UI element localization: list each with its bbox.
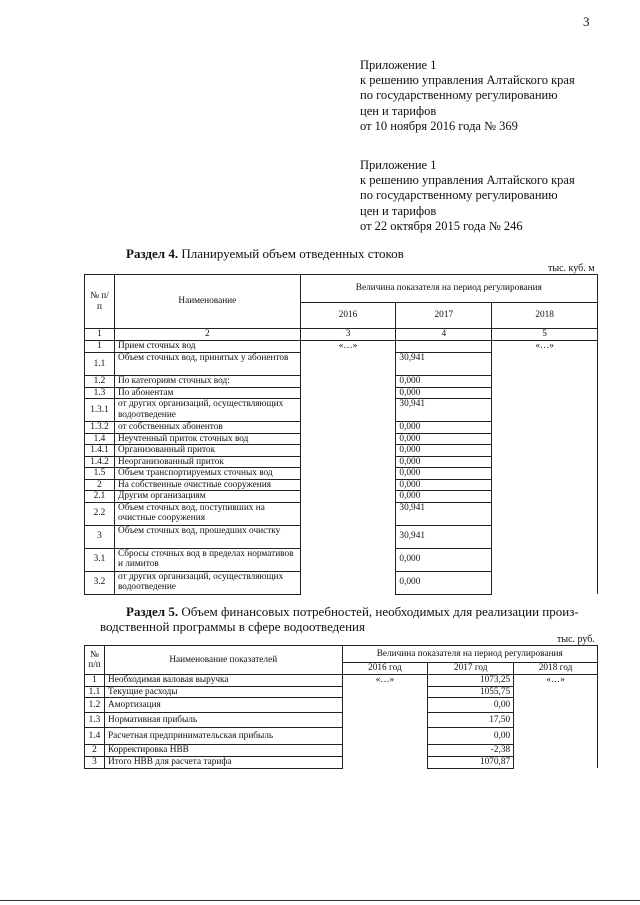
appendix-line: цен и тарифов bbox=[360, 103, 437, 118]
row-num: 1.4.2 bbox=[85, 456, 115, 468]
colnum: 2 bbox=[114, 329, 300, 341]
appendix-line: цен и тарифов bbox=[360, 203, 437, 218]
row-num: 1.1 bbox=[85, 353, 115, 376]
section4-label: Раздел 4. bbox=[126, 246, 179, 261]
row-num: 1.5 bbox=[85, 468, 115, 480]
row-name: Итого НВВ для расчета тарифа bbox=[104, 757, 342, 769]
row-name: от других организаций, осуществляющих водоотведение bbox=[114, 399, 300, 422]
header-year: 2018 bbox=[492, 303, 598, 329]
header-name: Наименование показателей bbox=[104, 646, 342, 675]
row-name: На собственные очистные сооружения bbox=[114, 479, 300, 491]
appendix-previous bbox=[360, 158, 575, 234]
row-name: Амортизация bbox=[104, 698, 342, 713]
header-num: № п/п bbox=[85, 275, 115, 329]
row-num: 2.2 bbox=[85, 502, 115, 525]
appendix-line: к решению управления Алтайского края bbox=[360, 73, 575, 88]
row-num: 3 bbox=[85, 757, 105, 769]
colnum: 4 bbox=[396, 329, 492, 341]
value-2017: 0,000 bbox=[396, 433, 492, 445]
value-2017: 30,941 bbox=[396, 353, 492, 376]
page-number: 3 bbox=[583, 14, 590, 29]
value-2017: 30,941 bbox=[396, 525, 492, 548]
row-name: Объем сточных вод, поступивших на очистные сооружения bbox=[114, 502, 300, 525]
value-2017: -2,38 bbox=[428, 745, 514, 757]
value-2017: 30,941 bbox=[396, 399, 492, 422]
appendix-line: к решению управления Алтайского края bbox=[360, 173, 575, 188]
row-name: Другим организациям bbox=[114, 491, 300, 503]
row-num: 1.1 bbox=[85, 686, 105, 698]
value-2016: «…» bbox=[342, 675, 428, 769]
colnum: 3 bbox=[300, 329, 396, 341]
row-num: 2 bbox=[85, 745, 105, 757]
row-num: 3 bbox=[85, 525, 115, 548]
value-2017: 0,00 bbox=[428, 698, 514, 713]
section4-heading bbox=[126, 246, 404, 262]
section5-title-line2: водственной программы в сфере водоотведения bbox=[100, 619, 365, 634]
row-num: 1.2 bbox=[85, 376, 115, 388]
section5-heading bbox=[100, 604, 592, 634]
header-period: Величина показателя на период регулирования bbox=[300, 275, 597, 303]
appendix-line: от 22 октября 2015 года № 246 bbox=[360, 218, 523, 233]
value-2017: 1055,75 bbox=[428, 686, 514, 698]
table-section4 bbox=[84, 274, 598, 595]
value-2016: «…» bbox=[300, 341, 396, 595]
header-year: 2016 год bbox=[342, 663, 428, 675]
value-2017: 0,000 bbox=[396, 387, 492, 399]
row-name: Объем сточных вод, принятых у абонентов bbox=[114, 353, 300, 376]
row-name: от собственных абонентов bbox=[114, 422, 300, 434]
appendix-current bbox=[360, 58, 575, 134]
row-num: 1.4 bbox=[85, 433, 115, 445]
value-2017: 0,000 bbox=[396, 445, 492, 457]
row-num: 1.3.1 bbox=[85, 399, 115, 422]
row-name: Неучтенный приток сточных вод bbox=[114, 433, 300, 445]
value-2017: 0,000 bbox=[396, 422, 492, 434]
value-2017 bbox=[396, 341, 492, 353]
value-2018: «…» bbox=[514, 675, 598, 769]
section4-units: тыс. куб. м bbox=[548, 263, 595, 274]
appendix-line: Приложение 1 bbox=[360, 158, 437, 172]
row-name: Нормативная прибыль bbox=[104, 713, 342, 728]
row-num: 3.1 bbox=[85, 548, 115, 571]
header-year: 2017 bbox=[396, 303, 492, 329]
row-num: 1.3 bbox=[85, 387, 115, 399]
row-name: Сбросы сточных вод в пределах нормативов и лимитов bbox=[114, 548, 300, 571]
header-year: 2017 год bbox=[428, 663, 514, 675]
appendix-line: от 10 ноября 2016 года № 369 bbox=[360, 118, 518, 133]
row-num: 1.4 bbox=[85, 728, 105, 745]
value-2017: 0,000 bbox=[396, 376, 492, 388]
value-2017: 0,000 bbox=[396, 548, 492, 571]
colnum: 5 bbox=[492, 329, 598, 341]
section5-title-line1: Объем финансовых потребностей, необходимых для реализации произ- bbox=[181, 604, 579, 619]
row-num: 1.2 bbox=[85, 698, 105, 713]
header-period: Величина показателя на период регулирования bbox=[342, 646, 597, 663]
row-num: 1 bbox=[85, 341, 115, 353]
value-2017: 1070,87 bbox=[428, 757, 514, 769]
row-name: Объем сточных вод, прошедших очистку bbox=[114, 525, 300, 548]
row-name: от других организаций, осуществляющих водоотведение bbox=[114, 571, 300, 594]
value-2017: 0,000 bbox=[396, 468, 492, 480]
scan-edge-line bbox=[0, 900, 640, 901]
header-year: 2016 bbox=[300, 303, 396, 329]
value-2017: 30,941 bbox=[396, 502, 492, 525]
row-num: 1 bbox=[85, 675, 105, 687]
row-num: 1.3 bbox=[85, 713, 105, 728]
header-name: Наименование bbox=[114, 275, 300, 329]
value-2017: 0,000 bbox=[396, 456, 492, 468]
row-name: Организованный приток bbox=[114, 445, 300, 457]
appendix-line: по государственному регулированию bbox=[360, 188, 558, 203]
appendix-line: Приложение 1 bbox=[360, 58, 437, 72]
row-name: Корректировка НВВ bbox=[104, 745, 342, 757]
appendix-line: по государственному регулированию bbox=[360, 88, 558, 103]
row-name: Расчетная предпринимательская прибыль bbox=[104, 728, 342, 745]
row-num: 2 bbox=[85, 479, 115, 491]
table-row bbox=[85, 675, 598, 687]
row-num: 3.2 bbox=[85, 571, 115, 594]
value-2018: «…» bbox=[492, 341, 598, 595]
row-num: 1.4.1 bbox=[85, 445, 115, 457]
section5-label: Раздел 5. bbox=[126, 604, 179, 619]
row-num: 1.3.2 bbox=[85, 422, 115, 434]
table-row bbox=[85, 341, 598, 353]
value-2017: 1073,25 bbox=[428, 675, 514, 687]
row-name: Текущие расходы bbox=[104, 686, 342, 698]
value-2017: 17,50 bbox=[428, 713, 514, 728]
section4-title: Планируемый объем отведенных стоков bbox=[181, 246, 404, 261]
value-2017: 0,000 bbox=[396, 479, 492, 491]
row-name: Неорганизованный приток bbox=[114, 456, 300, 468]
row-name: Необходимая валовая выручка bbox=[104, 675, 342, 687]
value-2017: 0,000 bbox=[396, 491, 492, 503]
value-2017: 0,000 bbox=[396, 571, 492, 594]
header-num: № п/п bbox=[85, 646, 105, 675]
value-2017: 0,00 bbox=[428, 728, 514, 745]
section5-units: тыс. руб. bbox=[557, 634, 595, 645]
table-section5 bbox=[84, 645, 598, 769]
row-name: Прием сточных вод bbox=[114, 341, 300, 353]
row-name: По категориям сточных вод: bbox=[114, 376, 300, 388]
header-year: 2018 год bbox=[514, 663, 598, 675]
row-name: Объем транспортируемых сточных вод bbox=[114, 468, 300, 480]
row-name: По абонентам bbox=[114, 387, 300, 399]
colnum: 1 bbox=[85, 329, 115, 341]
row-num: 2.1 bbox=[85, 491, 115, 503]
